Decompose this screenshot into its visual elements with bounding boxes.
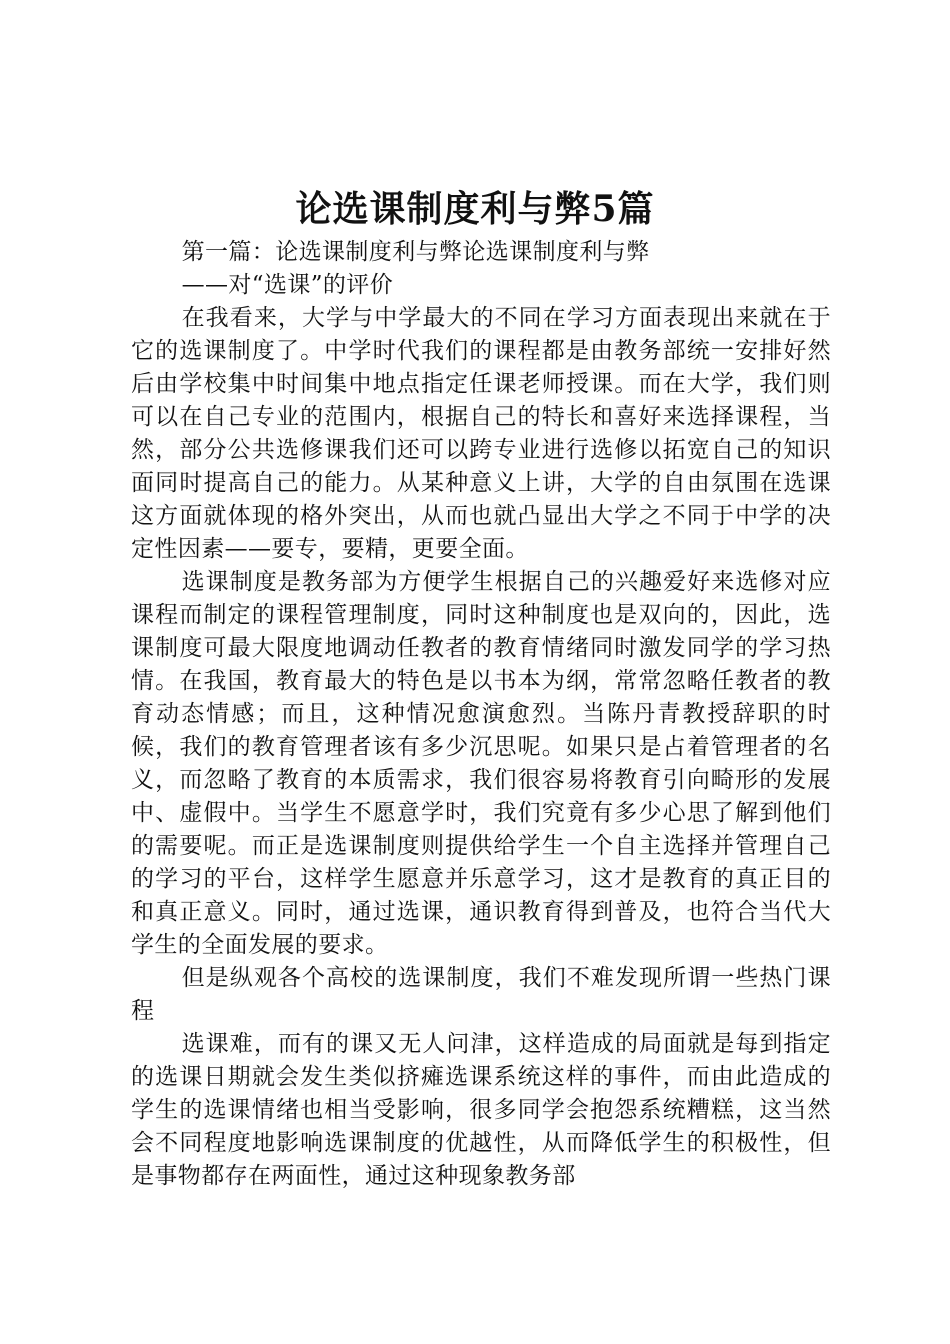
document-body (131, 236, 831, 1193)
paragraph: 选课难，而有的课又无人问津，这样造成的局面就是每到指定的选课日期就会发生类似挤瘫选课系统这样的事件，而由此造成的学生的选课情绪也相当受影响，很多同学会抱怨系统糟糕，这当然会不同程度地影响选课制度的优越性，从而降低学生的积极性，但是事物都存在两面性，通过这种现象教务部 (131, 1031, 831, 1189)
paragraph: ——对“选课”的评价 (181, 272, 394, 298)
paragraph: 在我看来，大学与中学最大的不同在学习方面表现出来就在于它的选课制度了。中学时代我们的课程都是由教务部统一安排好然后由学校集中时间集中地点指定任课老师授课。而在大学，我们则可以在自己专业的范围内，根据自己的特长和喜好来选择课程，当然，部分公共选修课我们还可以跨专业进行选修以拓宽自己的知识面同时提高自己的能力。从某种意义上讲，大学的自由氛围在选课这方面就体现的格外突出，从而也就凸显出大学之不同于中学的决定性因素——要专，要精，更要全面。 (131, 305, 831, 562)
paragraph: 选课制度是教务部为方便学生根据自己的兴趣爱好来选修对应课程而制定的课程管理制度，同时这种制度也是双向的，因此，选课制度可最大限度地调动任教者的教育情绪同时激发同学的学习热情。在我国，教育最大的特色是以书本为纲，常常忽略任教者的教育动态情感；而且，这种情况愈演愈烈。当陈丹青教授辞职的时候，我们的教育管理者该有多少沉思呢。如果只是占着管理者的名义，而忽略了教育的本质需求，我们很容易将教育引向畸形的发展中、虚假中。当学生不愿意学时，我们究竟有多少心思了解到他们的需要呢。而正是选课制度则提供给学生一个自主选择并管理自己的学习的平台，这样学生愿意并乐意学习，这才是教育的真正目的和真正意义。同时，通过选课，通识教育得到普及，也符合当代大学生的全面发展的要求。 (131, 569, 831, 958)
document-title: 论选课制度利与弊5篇 (295, 188, 655, 230)
paragraph: 但是纵观各个高校的选课制度，我们不难发现所谓一些热门课程 (131, 965, 831, 1024)
paragraph: 第一篇：论选课制度利与弊论选课制度利与弊 (181, 239, 650, 265)
